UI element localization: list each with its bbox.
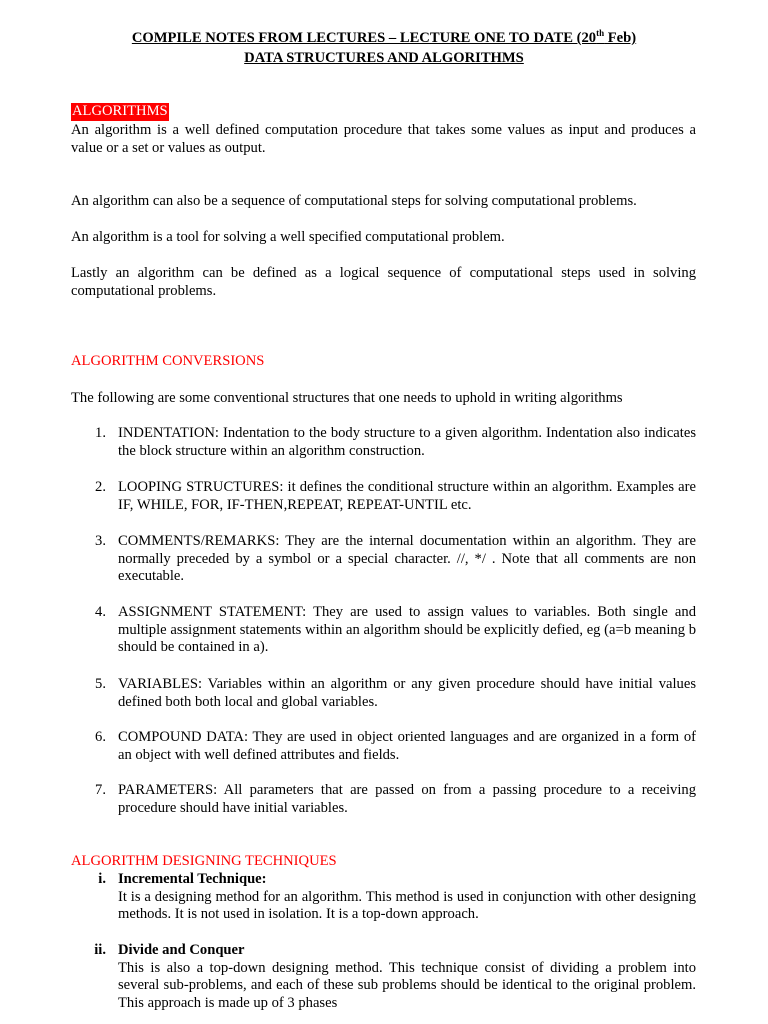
list-number: 2. <box>95 479 106 495</box>
list-item <box>71 871 696 924</box>
document-title <box>0 30 768 48</box>
list-item <box>71 604 696 657</box>
title-suffix: Feb) <box>604 30 637 46</box>
techniques-heading: ALGORITHM DESIGNING TECHNIQUES <box>71 853 337 869</box>
algorithm-tool-paragraph: An algorithm is a tool for solving a well specified computational problem. <box>71 229 505 245</box>
conversions-intro: The following are some conventional structures that one needs to uphold in writing algorithms <box>71 390 623 406</box>
list-item-text: LOOPING STRUCTURES: it defines the conditional structure within an algorithm. Examples are IF, WHILE, FOR, IF-THEN,REPEAT, REPEAT-UNTIL etc. <box>118 479 696 513</box>
list-item <box>71 533 696 586</box>
list-item <box>71 729 696 764</box>
list-number: 7. <box>95 782 106 798</box>
roman-numeral: ii. <box>94 942 106 958</box>
list-item <box>71 479 696 514</box>
list-number: 1. <box>95 425 106 441</box>
list-item-text: PARAMETERS: All parameters that are passed on from a passing procedure to a receiving procedure should have initial variables. <box>118 782 696 816</box>
roman-numeral: i. <box>98 871 106 887</box>
algorithm-logical-paragraph: Lastly an algorithm can be defined as a logical sequence of computational steps used in solving computational problems. <box>71 265 696 299</box>
list-item <box>71 676 696 711</box>
list-number: 5. <box>95 676 106 692</box>
list-item <box>71 782 696 817</box>
algorithms-heading: ALGORITHMS <box>72 103 168 119</box>
technique-title: Divide and Conquer <box>118 942 245 958</box>
list-number: 3. <box>95 533 106 549</box>
list-item-text: COMPOUND DATA: They are used in object oriented languages and are organized in a form of an object with well defined attributes and fields. <box>118 729 696 763</box>
conversions-heading: ALGORITHM CONVERSIONS <box>71 353 265 369</box>
list-item-text: VARIABLES: Variables within an algorithm or any given procedure should have initial values defined both both local and global variables. <box>118 676 696 710</box>
technique-description: It is a designing method for an algorithm. This method is used in conjunction with other designing methods. It is not used in isolation. It is a top-down approach. <box>118 888 696 923</box>
technique-body <box>118 942 696 1012</box>
list-number: 4. <box>95 604 106 620</box>
list-item <box>71 942 696 1012</box>
algorithm-definition-paragraph: An algorithm is a well defined computation procedure that takes some values as input and produces a value or a set or values as output. <box>71 122 696 156</box>
title-superscript: th <box>596 28 605 38</box>
title-text: COMPILE NOTES FROM LECTURES – LECTURE ONE TO DATE (20 <box>131 30 597 46</box>
algorithm-sequence-paragraph: An algorithm can also be a sequence of computational steps for solving computational problems. <box>71 193 637 209</box>
list-item-text: INDENTATION: Indentation to the body structure to a given algorithm. Indentation also indicates the block structure within an algorithm construction. <box>118 425 696 459</box>
list-item <box>71 425 696 460</box>
technique-title: Incremental Technique: <box>118 871 267 887</box>
list-number: 6. <box>95 729 106 745</box>
technique-description: This is also a top-down designing method. This technique consist of dividing a problem into several sub-problems, and each of these sub problems should be identical to the original problem. This approach is made up of 3 phases <box>118 959 696 1011</box>
list-item-text: ASSIGNMENT STATEMENT: They are used to assign values to variables. Both single and multiple assignment statements within an algorithm should be explicitly defied, eg (a=b meaning b should be contained in a). <box>118 604 696 656</box>
technique-body <box>118 871 696 924</box>
list-item-text: COMMENTS/REMARKS: They are the internal documentation within an algorithm. They are normally preceded by a symbol or a special character. //, */ . Note that all comments are non executable. <box>118 533 696 585</box>
document-subtitle: DATA STRUCTURES AND ALGORITHMS <box>244 50 524 66</box>
